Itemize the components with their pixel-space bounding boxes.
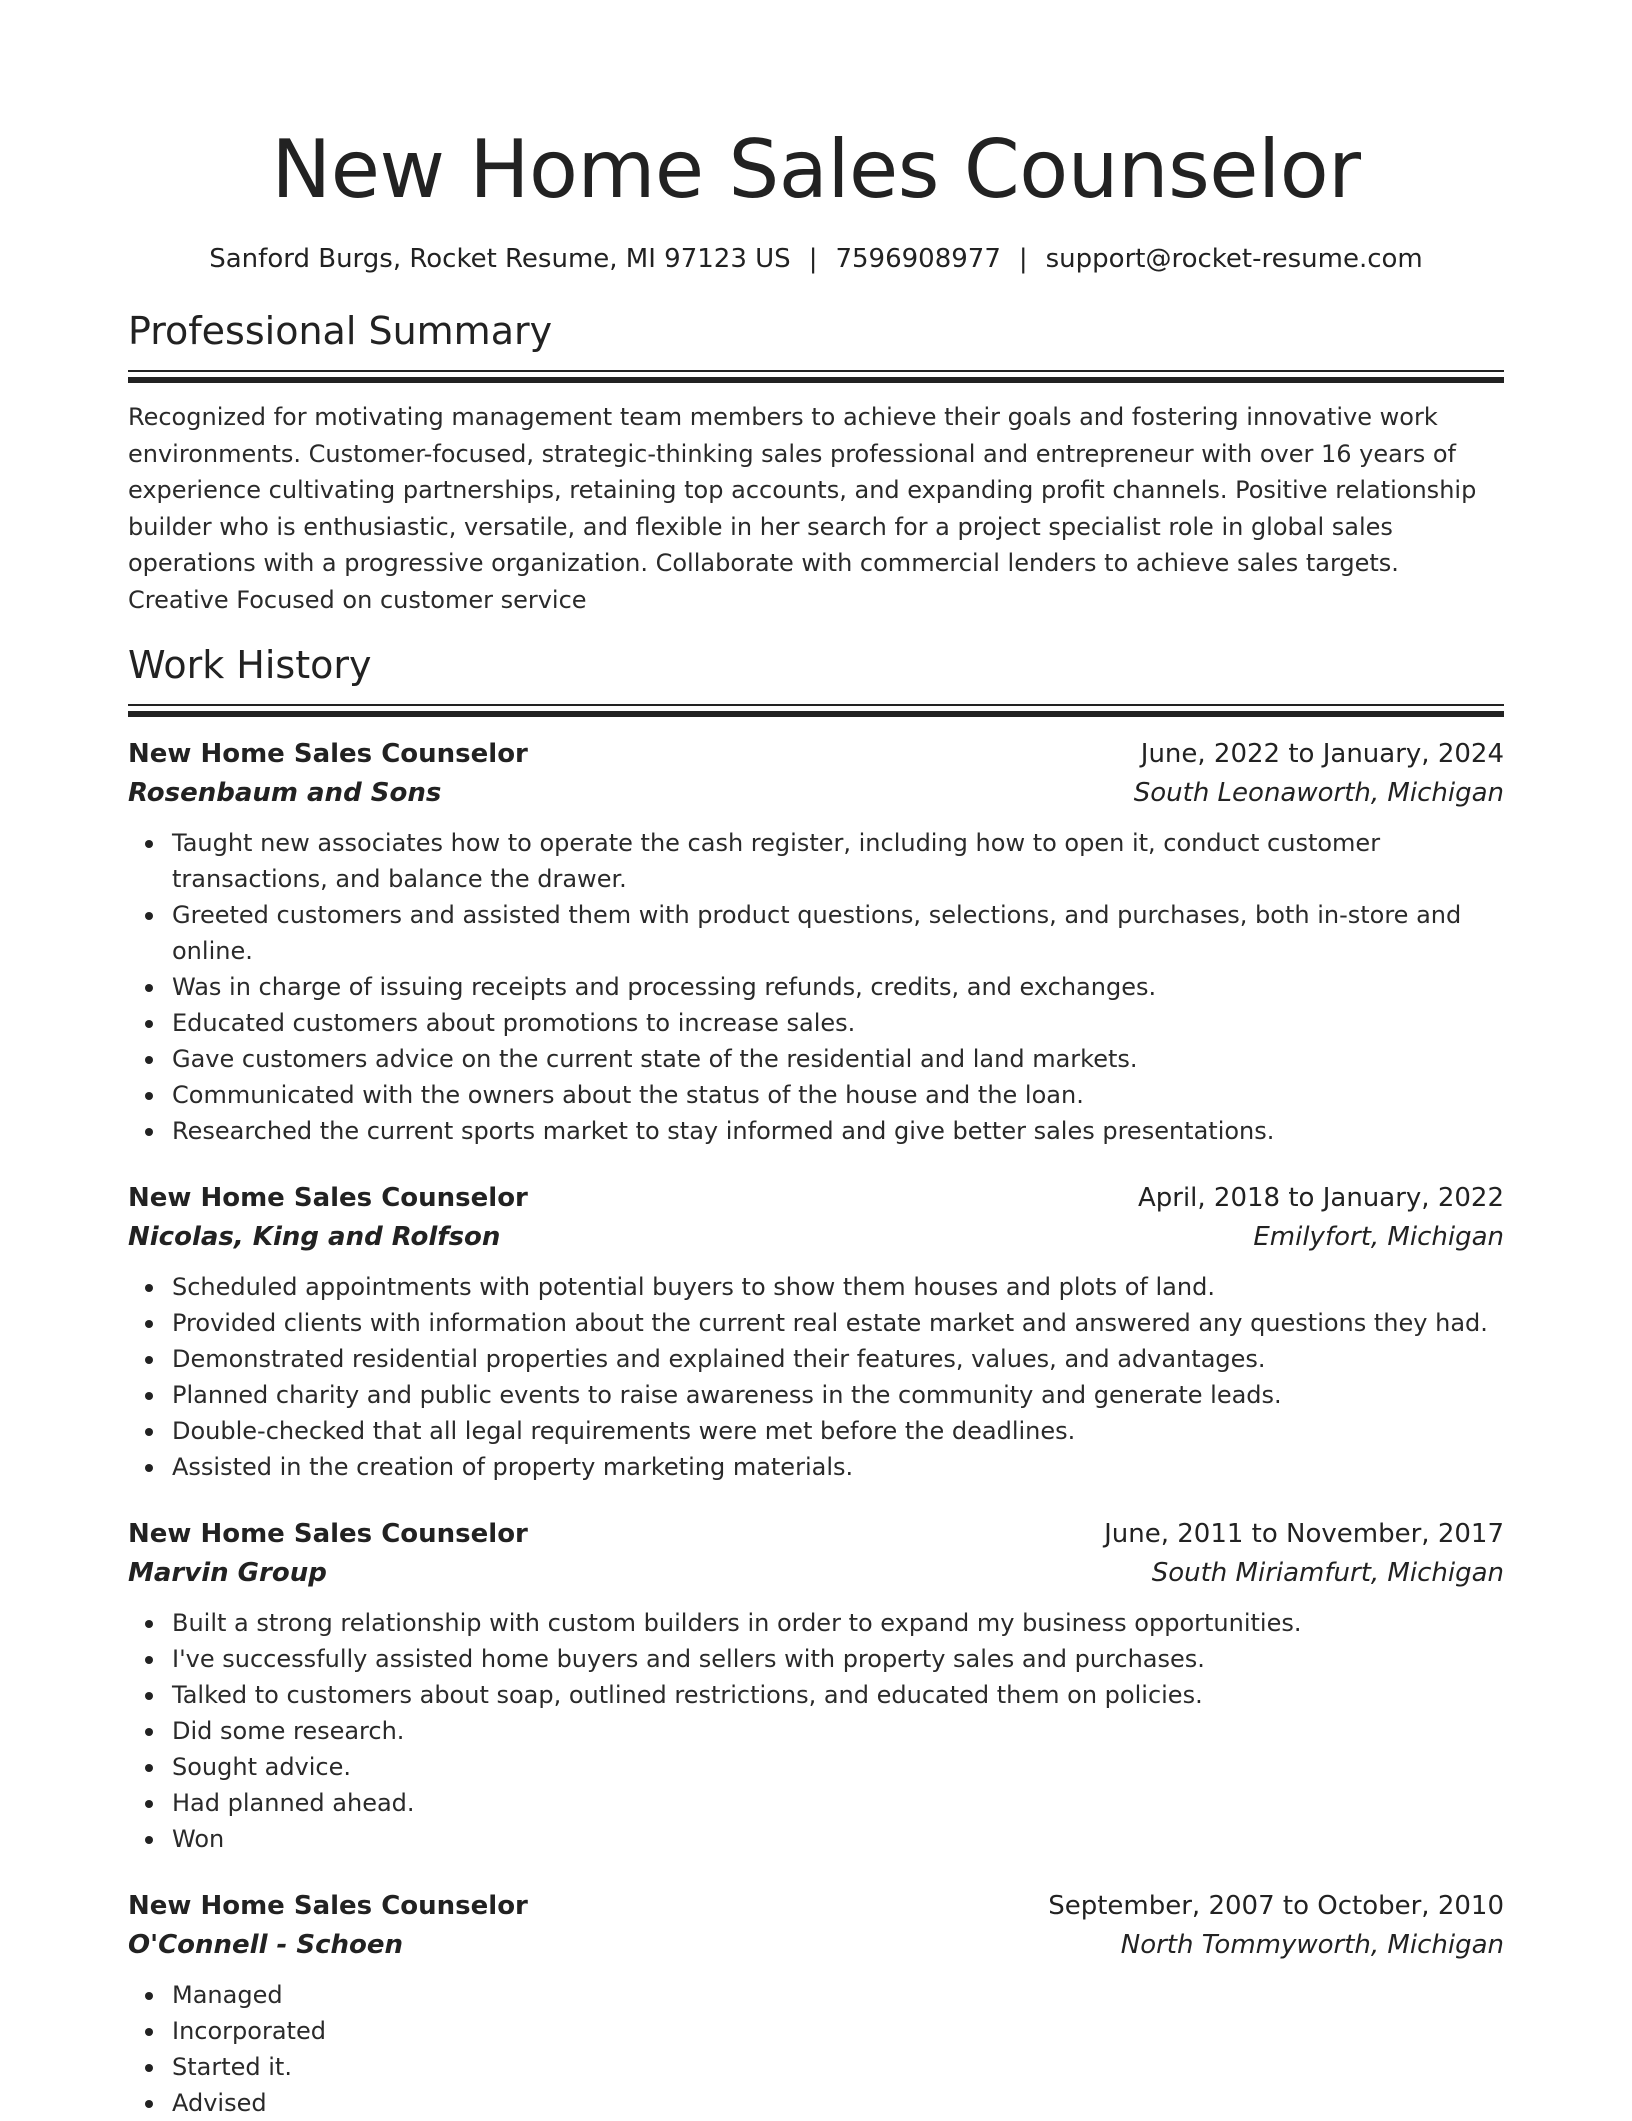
job-bullet-list: [128, 1605, 1504, 1857]
job-bullet: Managed: [172, 1977, 1504, 2013]
job-bullet: Built a strong relationship with custom builders in order to expand my business opportunities.: [172, 1605, 1504, 1641]
job-bullet: Advised: [172, 2085, 1504, 2121]
job-bullet: Did some research.: [172, 1713, 1504, 1749]
job-company: O'Connell - Schoen: [128, 1930, 404, 1960]
job-entry: [128, 1887, 1504, 2121]
job-bullet: Was in charge of issuing receipts and processing refunds, credits, and exchanges.: [172, 969, 1504, 1005]
job-company: Marvin Group: [128, 1558, 327, 1588]
job-header-row: [128, 1179, 1504, 1217]
job-location: South Leonaworth, Michigan: [1133, 778, 1504, 808]
job-location: South Miriamfurt, Michigan: [1151, 1558, 1504, 1588]
job-dates: April, 2018 to January, 2022: [1137, 1183, 1504, 1213]
job-bullet: Incorporated: [172, 2013, 1504, 2049]
summary-text: Recognized for motivating management team members to achieve their goals and fostering innovative work environments. Customer-focused, strategic-thinking sales professional and entrepreneur with over 16 years of experience cultivating partnerships, retaining top accounts, and expanding profit channels. Positive relationship builder who is enthusiastic, versatile, and flexible in her search for a project specialist role in global sales operations with a progressive organization. Collaborate with commercial lenders to achieve sales targets. Creative Focused on customer service: [128, 403, 1477, 614]
job-company: Rosenbaum and Sons: [128, 778, 442, 808]
job-company-row: [128, 1217, 1504, 1257]
contact-separator: |: [808, 244, 818, 274]
job-bullet: Won: [172, 1821, 1504, 1857]
job-bullet-list: [128, 825, 1504, 1149]
contact-phone: 7596908977: [835, 244, 1001, 274]
job-bullet: Scheduled appointments with potential buyers to show them houses and plots of land.: [172, 1269, 1504, 1305]
contact-line: [128, 242, 1504, 276]
job-bullet: Started it.: [172, 2049, 1504, 2085]
job-bullet: Greeted customers and assisted them with product questions, selections, and purchases, both in-store and online.: [172, 897, 1504, 969]
work-history-section: [128, 640, 1504, 2121]
job-title: New Home Sales Counselor: [128, 1891, 528, 1921]
job-bullet: I've successfully assisted home buyers and sellers with property sales and purchases.: [172, 1641, 1504, 1677]
professional-summary-section: [128, 306, 1504, 618]
job-company: Nicolas, King and Rolfson: [128, 1222, 501, 1252]
job-dates: June, 2011 to November, 2017: [1104, 1519, 1504, 1549]
job-title: New Home Sales Counselor: [128, 1519, 528, 1549]
job-company-row: [128, 1553, 1504, 1593]
job-location: Emilyfort, Michigan: [1253, 1222, 1504, 1252]
job-location: North Tommyworth, Michigan: [1120, 1930, 1504, 1960]
job-bullet: Assisted in the creation of property marketing materials.: [172, 1449, 1504, 1485]
job-header-row: [128, 1515, 1504, 1553]
job-company-row: [128, 773, 1504, 813]
contact-email: support@rocket-resume.com: [1045, 244, 1423, 274]
section-divider-thin: [128, 370, 1504, 372]
job-bullet: Taught new associates how to operate the cash register, including how to open it, conduct customer transactions, and balance the drawer.: [172, 825, 1504, 897]
job-company-row: [128, 1925, 1504, 1965]
job-bullet: Educated customers about promotions to increase sales.: [172, 1005, 1504, 1041]
section-title-summary: Professional Summary: [128, 309, 553, 353]
resume-name: New Home Sales Counselor: [271, 123, 1361, 216]
job-title: New Home Sales Counselor: [128, 739, 528, 769]
job-dates: June, 2022 to January, 2024: [1140, 739, 1504, 769]
job-bullet: Planned charity and public events to raise awareness in the community and generate leads.: [172, 1377, 1504, 1413]
job-title: New Home Sales Counselor: [128, 1183, 528, 1213]
job-dates: September, 2007 to October, 2010: [1048, 1891, 1504, 1921]
section-divider-thick: [128, 711, 1504, 717]
section-divider-thin: [128, 704, 1504, 706]
job-bullet: Communicated with the owners about the status of the house and the loan.: [172, 1077, 1504, 1113]
job-entry: [128, 1179, 1504, 1485]
job-bullet: Had planned ahead.: [172, 1785, 1504, 1821]
job-bullet: Gave customers advice on the current state of the residential and land markets.: [172, 1041, 1504, 1077]
job-bullet: Sought advice.: [172, 1749, 1504, 1785]
job-entry: [128, 735, 1504, 1149]
section-title-work-history: Work History: [128, 643, 372, 687]
job-entry: [128, 1515, 1504, 1857]
job-bullet: Talked to customers about soap, outlined restrictions, and educated them on policies.: [172, 1677, 1504, 1713]
contact-address: Sanford Burgs, Rocket Resume, MI 97123 US: [209, 244, 791, 274]
job-bullet-list: [128, 1977, 1504, 2121]
job-header-row: [128, 735, 1504, 773]
contact-separator: |: [1018, 244, 1028, 274]
job-bullet: Demonstrated residential properties and explained their features, values, and advantages.: [172, 1341, 1504, 1377]
section-divider-thick: [128, 377, 1504, 383]
job-bullet-list: [128, 1269, 1504, 1485]
job-header-row: [128, 1887, 1504, 1925]
job-bullet: Provided clients with information about the current real estate market and answered any questions they had.: [172, 1305, 1504, 1341]
job-bullet: Researched the current sports market to stay informed and give better sales presentations.: [172, 1113, 1504, 1149]
job-bullet: Double-checked that all legal requirements were met before the deadlines.: [172, 1413, 1504, 1449]
